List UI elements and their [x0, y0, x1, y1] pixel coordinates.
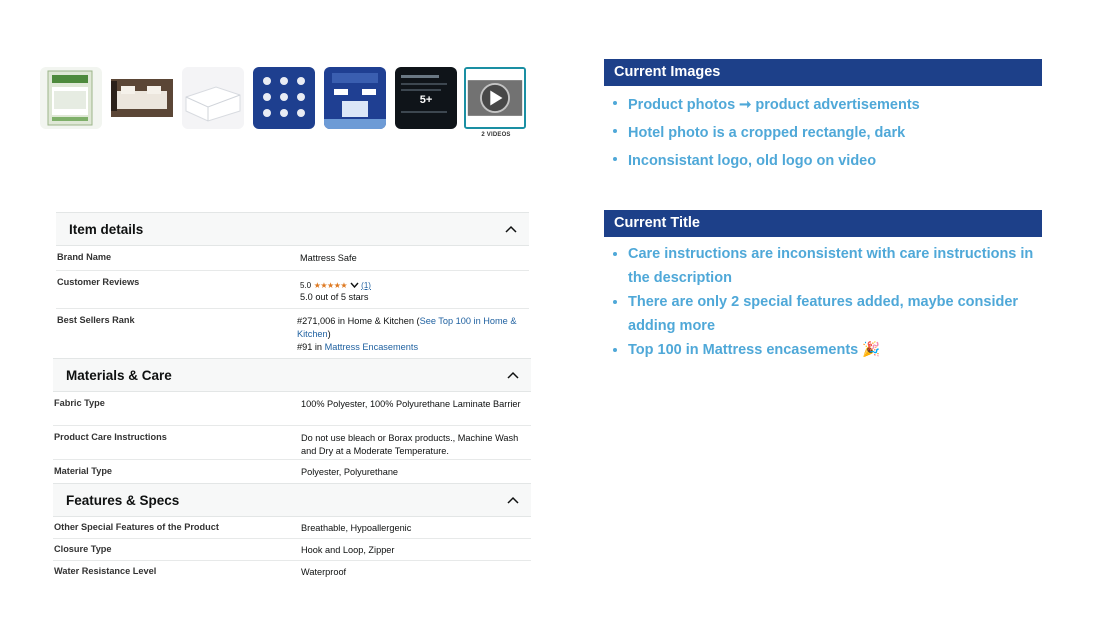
note-item: There are only 2 special features added, maybe consider adding more	[612, 290, 1042, 338]
star-rating-icon[interactable]: ★★★★★	[313, 281, 348, 290]
note-item: Care instructions are inconsistent with care instructions in the description	[612, 242, 1042, 290]
detail-label: Material Type	[54, 466, 113, 476]
rating-block	[300, 279, 528, 304]
review-count-link[interactable]: (1)	[361, 281, 371, 290]
detail-row-brand	[56, 246, 529, 271]
section-title: Item details	[69, 222, 144, 237]
note-header-current-images: Current Images	[604, 59, 1042, 86]
rating-number: 5.0	[300, 281, 312, 290]
rank-text: #271,006 in Home & Kitchen (	[297, 316, 420, 326]
rank-value	[297, 315, 525, 354]
detail-label: Closure Type	[54, 544, 112, 554]
section-title: Materials & Care	[66, 368, 172, 383]
thumbnail-white-encasement[interactable]	[182, 67, 244, 129]
note-item: Top 100 in Mattress encasements 🎉	[612, 338, 1042, 362]
detail-row-rank	[56, 309, 529, 359]
thumbnail-more-images[interactable]	[395, 67, 457, 129]
detail-value: Do not use bleach or Borax products., Machine Wash and Dry at a Moderate Temperature.	[301, 433, 519, 456]
detail-row-special-features	[53, 517, 531, 539]
see-top-100-link[interactable]: See Top 100 in Home & Kitchen	[297, 316, 517, 339]
note-header-current-title: Current Title	[604, 210, 1042, 237]
chevron-up-icon	[507, 496, 519, 504]
thumbnail-video[interactable]	[464, 67, 526, 129]
thumbnail-infographic[interactable]	[324, 67, 386, 129]
section-header-item-details[interactable]	[56, 212, 529, 246]
detail-label: Brand Name	[57, 252, 112, 262]
section-title: Features & Specs	[66, 493, 180, 508]
section-header-features-specs[interactable]	[53, 483, 531, 517]
detail-value: Polyester, Polyurethane	[301, 467, 399, 477]
detail-label: Other Special Features of the Product	[54, 522, 219, 532]
thumbnail-packaging[interactable]	[40, 67, 102, 129]
rank-text-close: )	[327, 329, 331, 339]
detail-value: Hook and Loop, Zipper	[301, 545, 395, 555]
videos-count-label: 2 VIDEOS	[481, 132, 511, 138]
chevron-down-icon[interactable]	[350, 282, 359, 288]
rank-text: #91 in	[297, 342, 325, 352]
note-item: Inconsistant logo, old logo on video	[612, 147, 1042, 175]
detail-row-fabric-type	[53, 392, 531, 426]
detail-label: Best Sellers Rank	[57, 315, 135, 325]
detail-label: Fabric Type	[54, 398, 105, 408]
detail-row-material-type	[53, 460, 531, 482]
chevron-up-icon	[507, 371, 519, 379]
detail-value: Mattress Safe	[300, 253, 357, 263]
section-header-materials-care[interactable]	[53, 358, 531, 392]
mattress-encasements-link[interactable]: Mattress Encasements	[324, 342, 419, 352]
detail-row-care-instructions	[53, 426, 531, 460]
detail-value: Breathable, Hypoallergenic	[301, 523, 412, 533]
detail-label: Water Resistance Level	[54, 566, 157, 576]
chevron-up-icon	[505, 225, 517, 233]
detail-label: Product Care Instructions	[54, 432, 167, 442]
more-images-count: 5+	[419, 94, 433, 106]
detail-row-reviews	[56, 271, 529, 309]
detail-row-closure-type	[53, 539, 531, 561]
rating-text: 5.0 out of 5 stars	[300, 292, 369, 302]
detail-value: 100% Polyester, 100% Polyurethane Laminate Barrier	[301, 399, 521, 409]
detail-value: Waterproof	[301, 567, 347, 577]
note-item: Product photos ➞ product advertisements	[612, 91, 1042, 119]
detail-label: Customer Reviews	[57, 277, 140, 287]
thumbnail-hotel-bed[interactable]	[111, 67, 173, 129]
thumbnail-features-grid[interactable]	[253, 67, 315, 129]
note-list-title	[612, 242, 1042, 362]
note-list-images	[612, 91, 1042, 175]
detail-row-water-resistance	[53, 561, 531, 582]
note-item: Hotel photo is a cropped rectangle, dark	[612, 119, 1042, 147]
